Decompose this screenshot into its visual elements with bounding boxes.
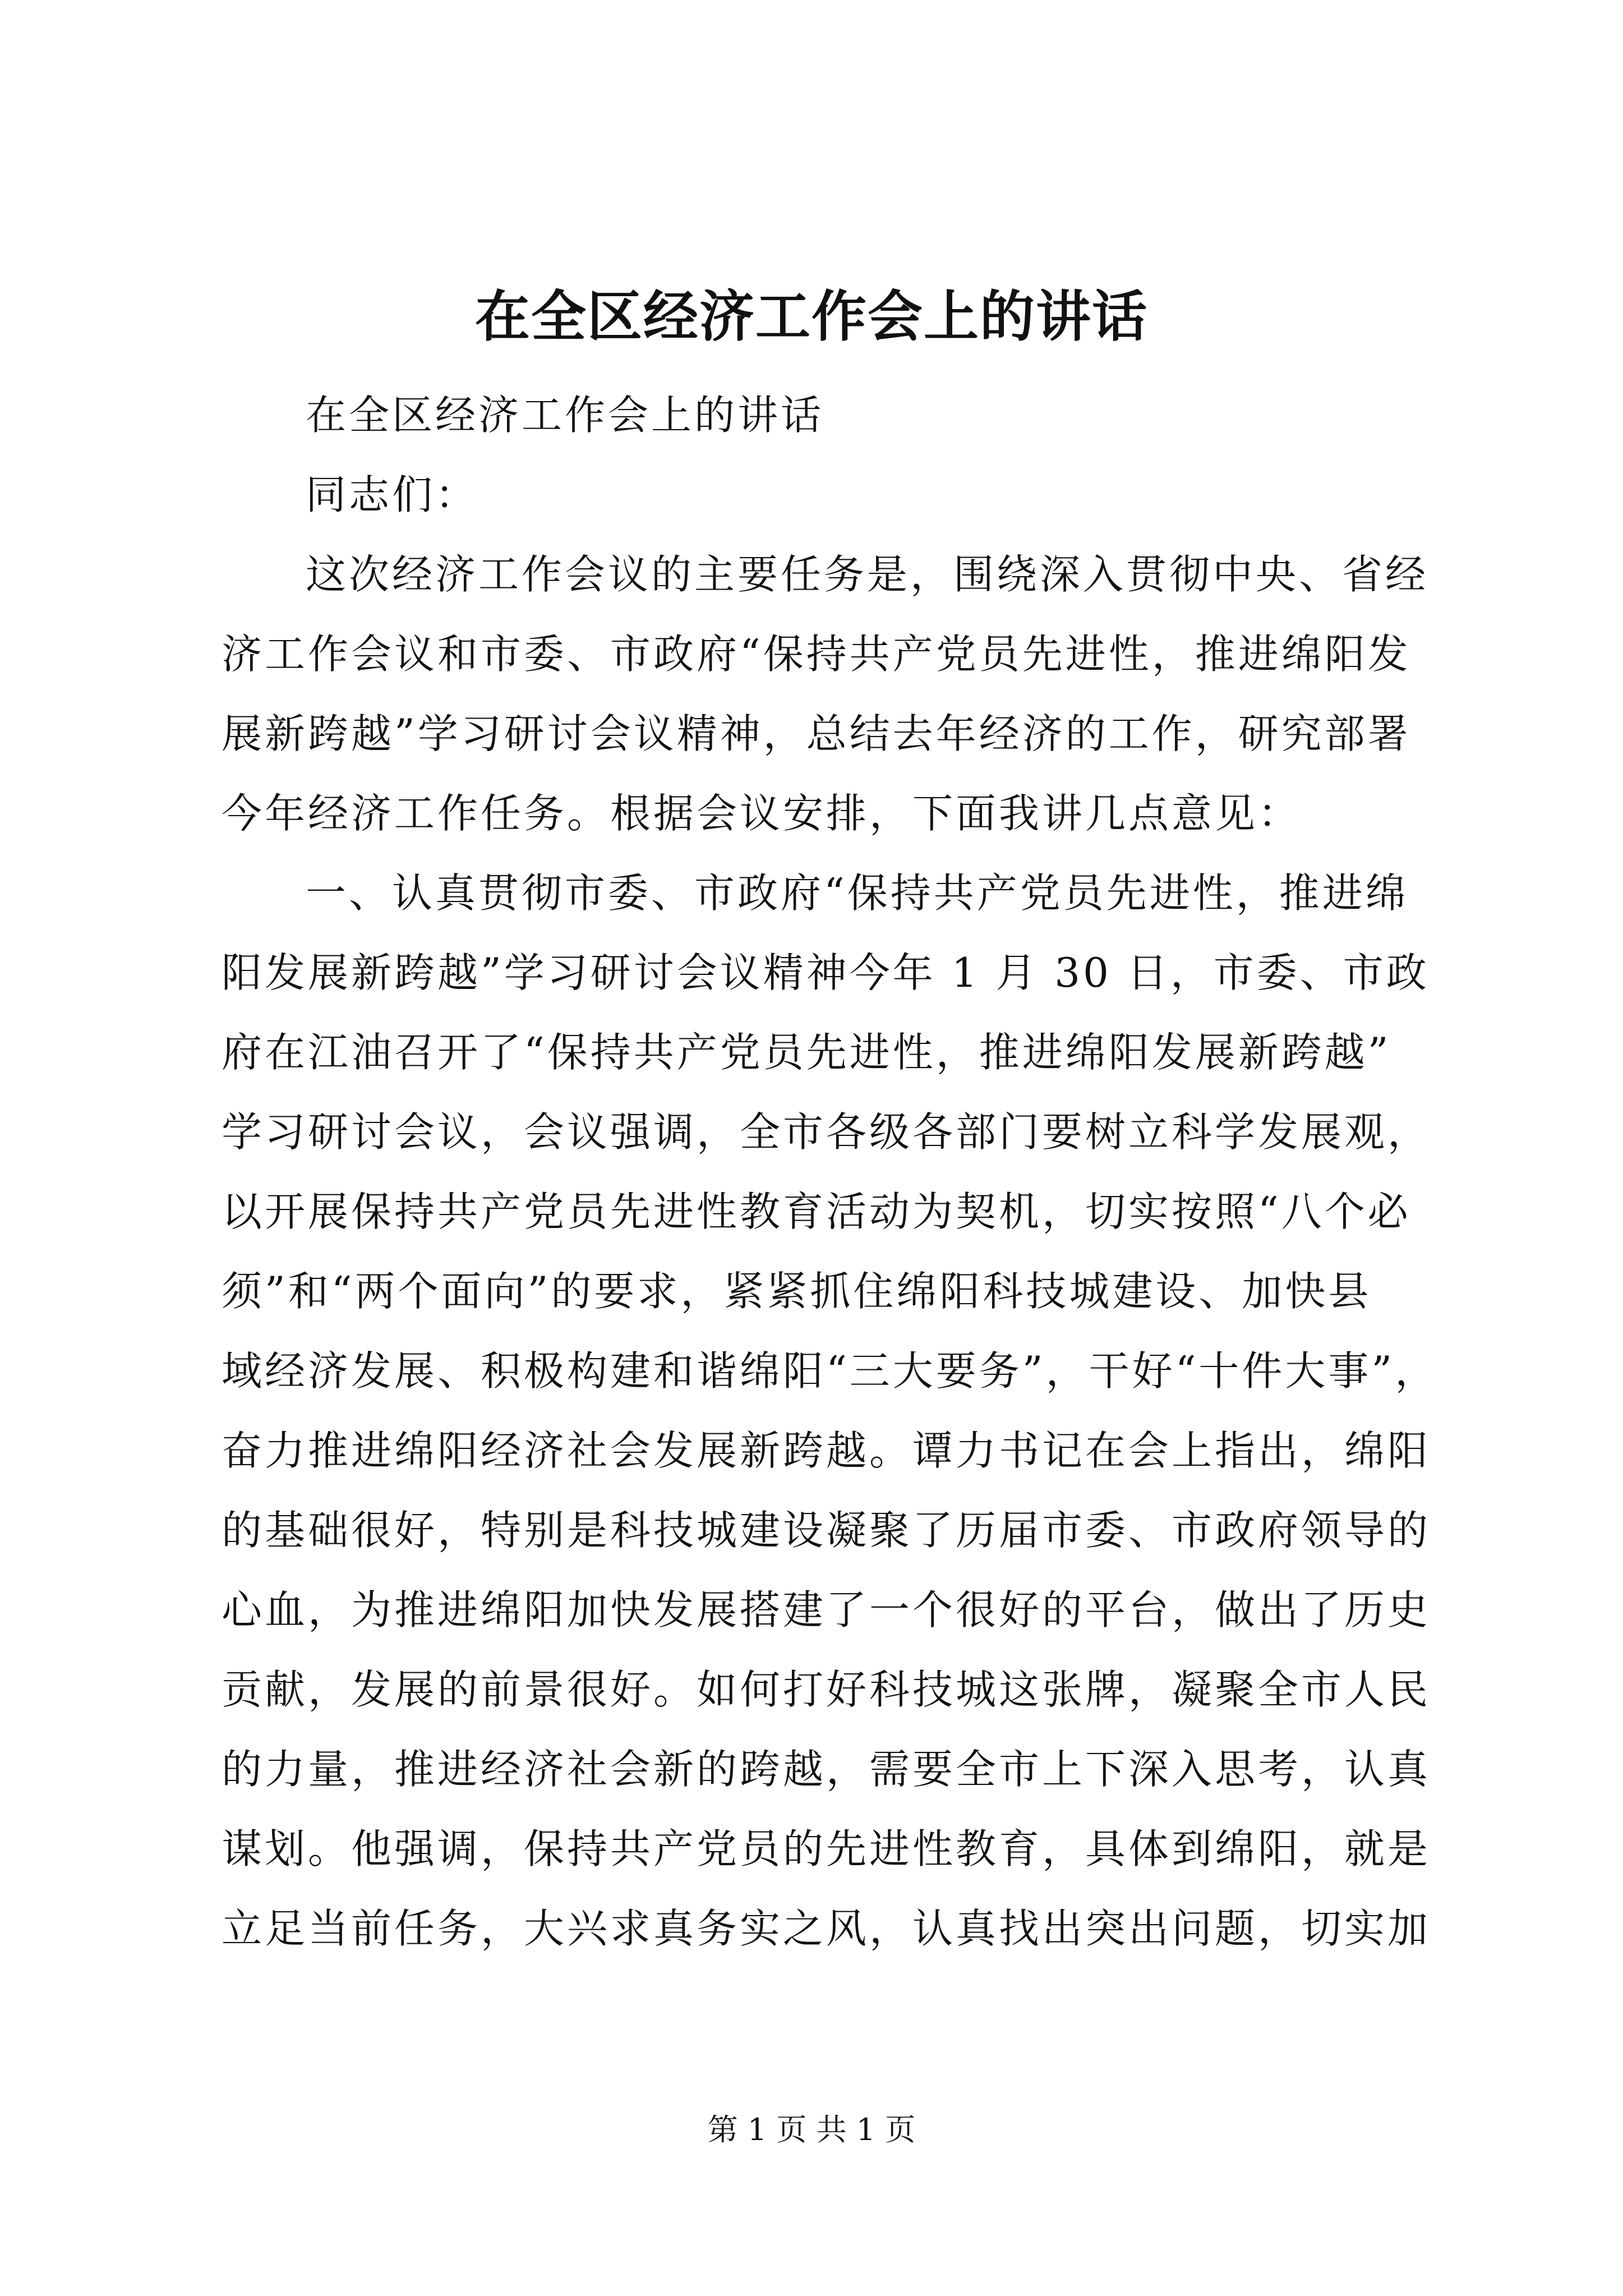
body-line: 展新跨越”学习研讨会议精神，总结去年经济的工作，研究部署 <box>222 710 1411 757</box>
document-title: 在全区经济工作会上的讲话 <box>474 284 1148 349</box>
body-line: 立足当前任务，大兴求真务实之风，认真找出突出问题，切实加 <box>222 1905 1431 1952</box>
body-line: 府在江油召开了“保持共产党员先进性，推进绵阳发展新跨越” <box>222 1029 1391 1076</box>
page-footer: 第 1 页 共 1 页 <box>707 2112 916 2147</box>
body-line: 这次经济工作会议的主要任务是，围绕深入贯彻中央、省经 <box>306 551 1429 598</box>
body-line: 学习研讨会议，会议强调，全市各级各部门要树立科学发展观， <box>222 1108 1431 1156</box>
body-line: 的基础很好，特别是科技城建设凝聚了历届市委、市政府领导的 <box>222 1507 1431 1554</box>
body-line: 谋划。他强调，保持共产党员的先进性教育，具体到绵阳，就是 <box>222 1825 1431 1872</box>
body-line: 心血，为推进绵阳加快发展搭建了一个很好的平台，做出了历史 <box>222 1586 1431 1634</box>
body-line: 以开展保持共产党员先进性教育活动为契机，切实按照“八个必 <box>222 1188 1411 1235</box>
body-line: 济工作会议和市委、市政府“保持共产党员先进性，推进绵阳发 <box>222 631 1411 678</box>
body-line: 一、认真贯彻市委、市政府“保持共产党员先进性，推进绵 <box>306 869 1409 917</box>
body-line: 的力量，推进经济社会新的跨越，需要全市上下深入思考，认真 <box>222 1746 1431 1793</box>
body-line: 域经济发展、积极构建和谐绵阳“三大要务”，干好“十件大事”， <box>222 1347 1438 1395</box>
body-line: 阳发展新跨越”学习研讨会议精神今年 1 月 30 日，市委、市政 <box>222 949 1430 996</box>
body-line: 今年经济工作任务。根据会议安排，下面我讲几点意见： <box>222 790 1302 837</box>
body-line: 奋力推进绵阳经济社会发展新跨越。谭力书记在会上指出，绵阳 <box>222 1427 1431 1474</box>
body-line: 在全区经济工作会上的讲话 <box>306 392 824 439</box>
body-line: 贡献，发展的前景很好。如何打好科技城这张牌，凝聚全市人民 <box>222 1666 1431 1713</box>
body-line: 须”和“两个面向”的要求，紧紧抓住绵阳科技城建设、加快县 <box>222 1268 1372 1315</box>
body-line: 同志们： <box>306 471 479 518</box>
